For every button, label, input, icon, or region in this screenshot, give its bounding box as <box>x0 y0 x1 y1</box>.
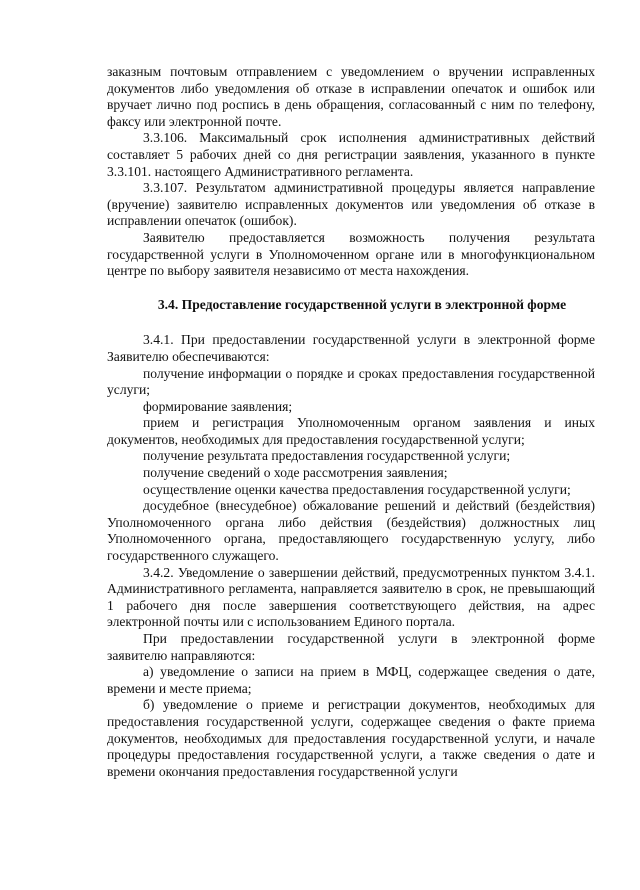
paragraph: а) уведомление о записи на прием в МФЦ, содержащее сведения о дате, времени и месте приема; <box>107 664 595 696</box>
spacer <box>107 280 595 297</box>
paragraph: 3.4.2. Уведомление о завершении действий, предусмотренных пунктом 3.4.1. Административного регламента, направляется заявителю в срок, не превышающий 1 рабочего дня после завершения соответствующего действия, на адрес электронной почты или с использованием Единого портала. <box>107 564 595 630</box>
paragraph: 3.4.1. При предоставлении государственной услуги в электронной форме Заявителю обеспечиваются: <box>107 332 595 364</box>
paragraph: Заявителю предоставляется возможность получения результата государственной услуги в Уполномоченном органе или в многофункциональном центре по выбору заявителя независимо от места нахождения. <box>107 229 595 279</box>
paragraph: получение информации о порядке и сроках предоставления государственной услуги; <box>107 365 595 398</box>
paragraph: формирование заявления; <box>143 398 293 414</box>
paragraph: При предоставлении государственной услуги в электронной форме заявителю направляются: <box>107 631 595 663</box>
paragraph: досудебное (внесудебное) обжалование решений и действий (бездействия) Уполномоченного органа либо действия (бездействия) должностных лиц Уполномоченного органа, предоставляющего государственную услугу, либо государственного служащего. <box>107 498 595 564</box>
paragraph: прием и регистрация Уполномоченным органом заявления и иных документов, необходимых для предоставления государственной услуги; <box>107 415 595 447</box>
paragraph: 3.3.106. Максимальный срок исполнения административных действий составляет 5 рабочих дней со дня регистрации заявления, указанного в пункте 3.3.101. настоящего Административного регламента. <box>107 130 595 179</box>
paragraph: получение сведений о ходе рассмотрения заявления; <box>143 465 448 481</box>
paragraph: заказным почтовым отправлением с уведомлением о вручении исправленных документов либо уведомления об отказе в исправлении опечаток и ошибок или вручает лично под роспись в день обращения, согласованный с ним по телефону, факсу или электронной почте. <box>107 64 595 129</box>
paragraph: осуществление оценки качества предоставления государственной услуги; <box>143 481 571 497</box>
document-page <box>107 64 595 780</box>
spacer <box>107 313 595 332</box>
section-heading: 3.4. Предоставление государственной услуги в электронной форме <box>157 296 567 312</box>
paragraph: б) уведомление о приеме и регистрации документов, необходимых для предоставления государственной услуги, содержащее сведения о факте приема документов, необходимых для предоставления государственной услуги, и начале процедуры предоставления государственной услуги, а также сведения о дате и времени окончания предоставления государственной услуги <box>107 697 595 779</box>
paragraph: 3.3.107. Результатом административной процедуры является направление (вручение) заявителю исправленных документов или уведомления об отказе в исправлении опечаток (ошибок). <box>107 180 595 229</box>
paragraph: получение результата предоставления государственной услуги; <box>143 448 511 464</box>
